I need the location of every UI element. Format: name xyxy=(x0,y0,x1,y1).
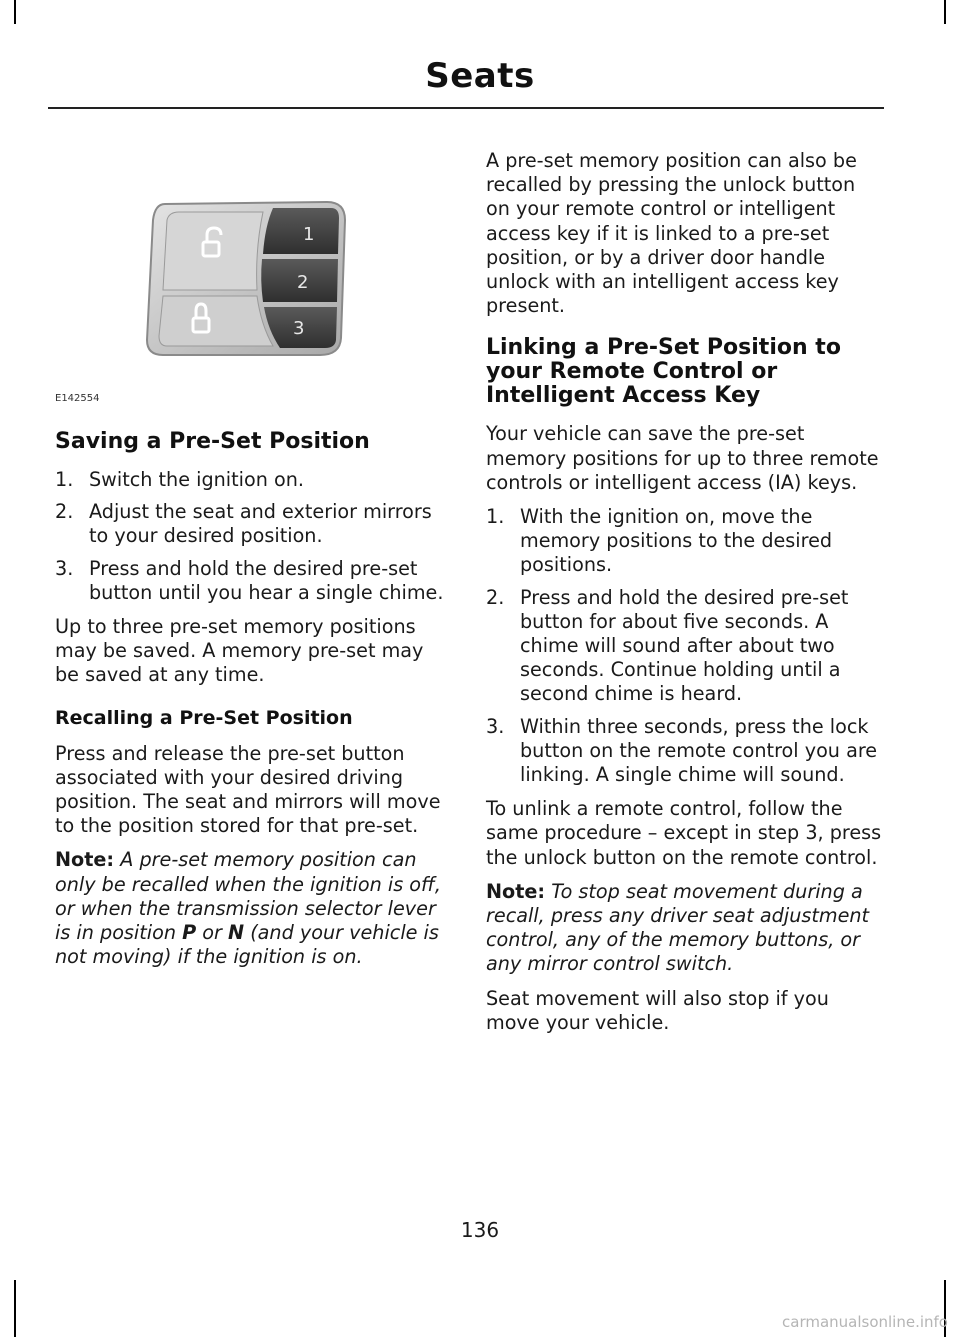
note-label: Note: xyxy=(55,848,115,872)
memory-key-1-label: 1 xyxy=(303,224,315,245)
stop-note: Note: To stop seat movement during a recall, press any driver seat adjustment control, any of the memory buttons, or any mirror control switch. xyxy=(486,879,870,976)
header-divider xyxy=(48,107,884,109)
page-number: 136 xyxy=(460,1218,500,1242)
linking-heading: Linking a Pre-Set Position to your Remote Control or Intelligent Access Key xyxy=(486,335,841,409)
list-item: 1. Switch the ignition on. xyxy=(55,468,304,491)
lock-key xyxy=(163,212,263,290)
linking-paragraph: Your vehicle can save the pre-set memory positions for up to three remote controls or intelligent access (IA) keys. xyxy=(486,422,879,494)
right-column xyxy=(486,149,882,1045)
page-title: Seats xyxy=(425,56,535,96)
crop-mark-bottom-left-v xyxy=(14,1280,16,1337)
recalling-paragraph: Press and release the pre-set button associated with your desired driving position. The seat and mirrors will move to the position stored for that pre-set. xyxy=(55,741,441,838)
unlock-key xyxy=(159,296,273,346)
saving-heading: Saving a Pre-Set Position xyxy=(55,429,370,454)
memory-buttons-figure xyxy=(55,140,355,410)
position-p: P xyxy=(182,921,197,945)
intro-paragraph: A pre-set memory position can also be recalled by pressing the unlock button on your remote control or intelligent access key if it is linked to a pre-set position, or by a driver door handle unlock with an intelligent access key present. xyxy=(486,149,857,318)
saving-paragraph: Up to three pre-set memory positions may be saved. A memory pre-set may be saved at any time. xyxy=(55,615,424,687)
recall-note: Note: A pre-set memory position can only be recalled when the ignition is off, or when the transmission selector lever is in position P or N (and your vehicle is not moving) if the ignition is on. xyxy=(55,848,441,969)
watermark-url: carmanualsonline.info xyxy=(782,1313,948,1331)
memory-seat-panel-illustration xyxy=(145,190,355,360)
memory-key-1 xyxy=(263,208,339,254)
note-label: Note: xyxy=(486,879,546,903)
crop-mark-top-right-v xyxy=(944,0,946,24)
crop-mark-top-left-v xyxy=(14,0,16,24)
list-item: 2. Adjust the seat and exterior mirrors to your desired position. xyxy=(55,500,432,548)
list-item: 3. Within three seconds, press the lock button on the remote control you are linking. A single chime will sound. xyxy=(486,714,878,787)
memory-key-2-label: 2 xyxy=(297,272,309,293)
saving-steps xyxy=(55,468,450,605)
list-item: 3. Press and hold the desired pre-set button until you hear a single chime. xyxy=(55,556,444,604)
list-item: 2. Press and hold the desired pre-set button for about five seconds. A chime will sound after about two seconds. Continue holding until a second chime is heard. xyxy=(486,585,849,706)
unlink-paragraph: To unlink a remote control, follow the same procedure – except in step 3, press the unlock button on the remote control. xyxy=(486,797,882,869)
left-column xyxy=(55,140,450,979)
stop-paragraph: Seat movement will also stop if you move your vehicle. xyxy=(486,986,829,1034)
position-n: N xyxy=(228,921,245,945)
list-item: 1. With the ignition on, move the memory positions to the desired positions. xyxy=(486,505,833,577)
memory-key-3-label: 3 xyxy=(293,318,305,339)
figure-id: E142554 xyxy=(55,393,100,404)
linking-steps xyxy=(486,505,882,787)
recalling-heading: Recalling a Pre-Set Position xyxy=(55,706,353,729)
